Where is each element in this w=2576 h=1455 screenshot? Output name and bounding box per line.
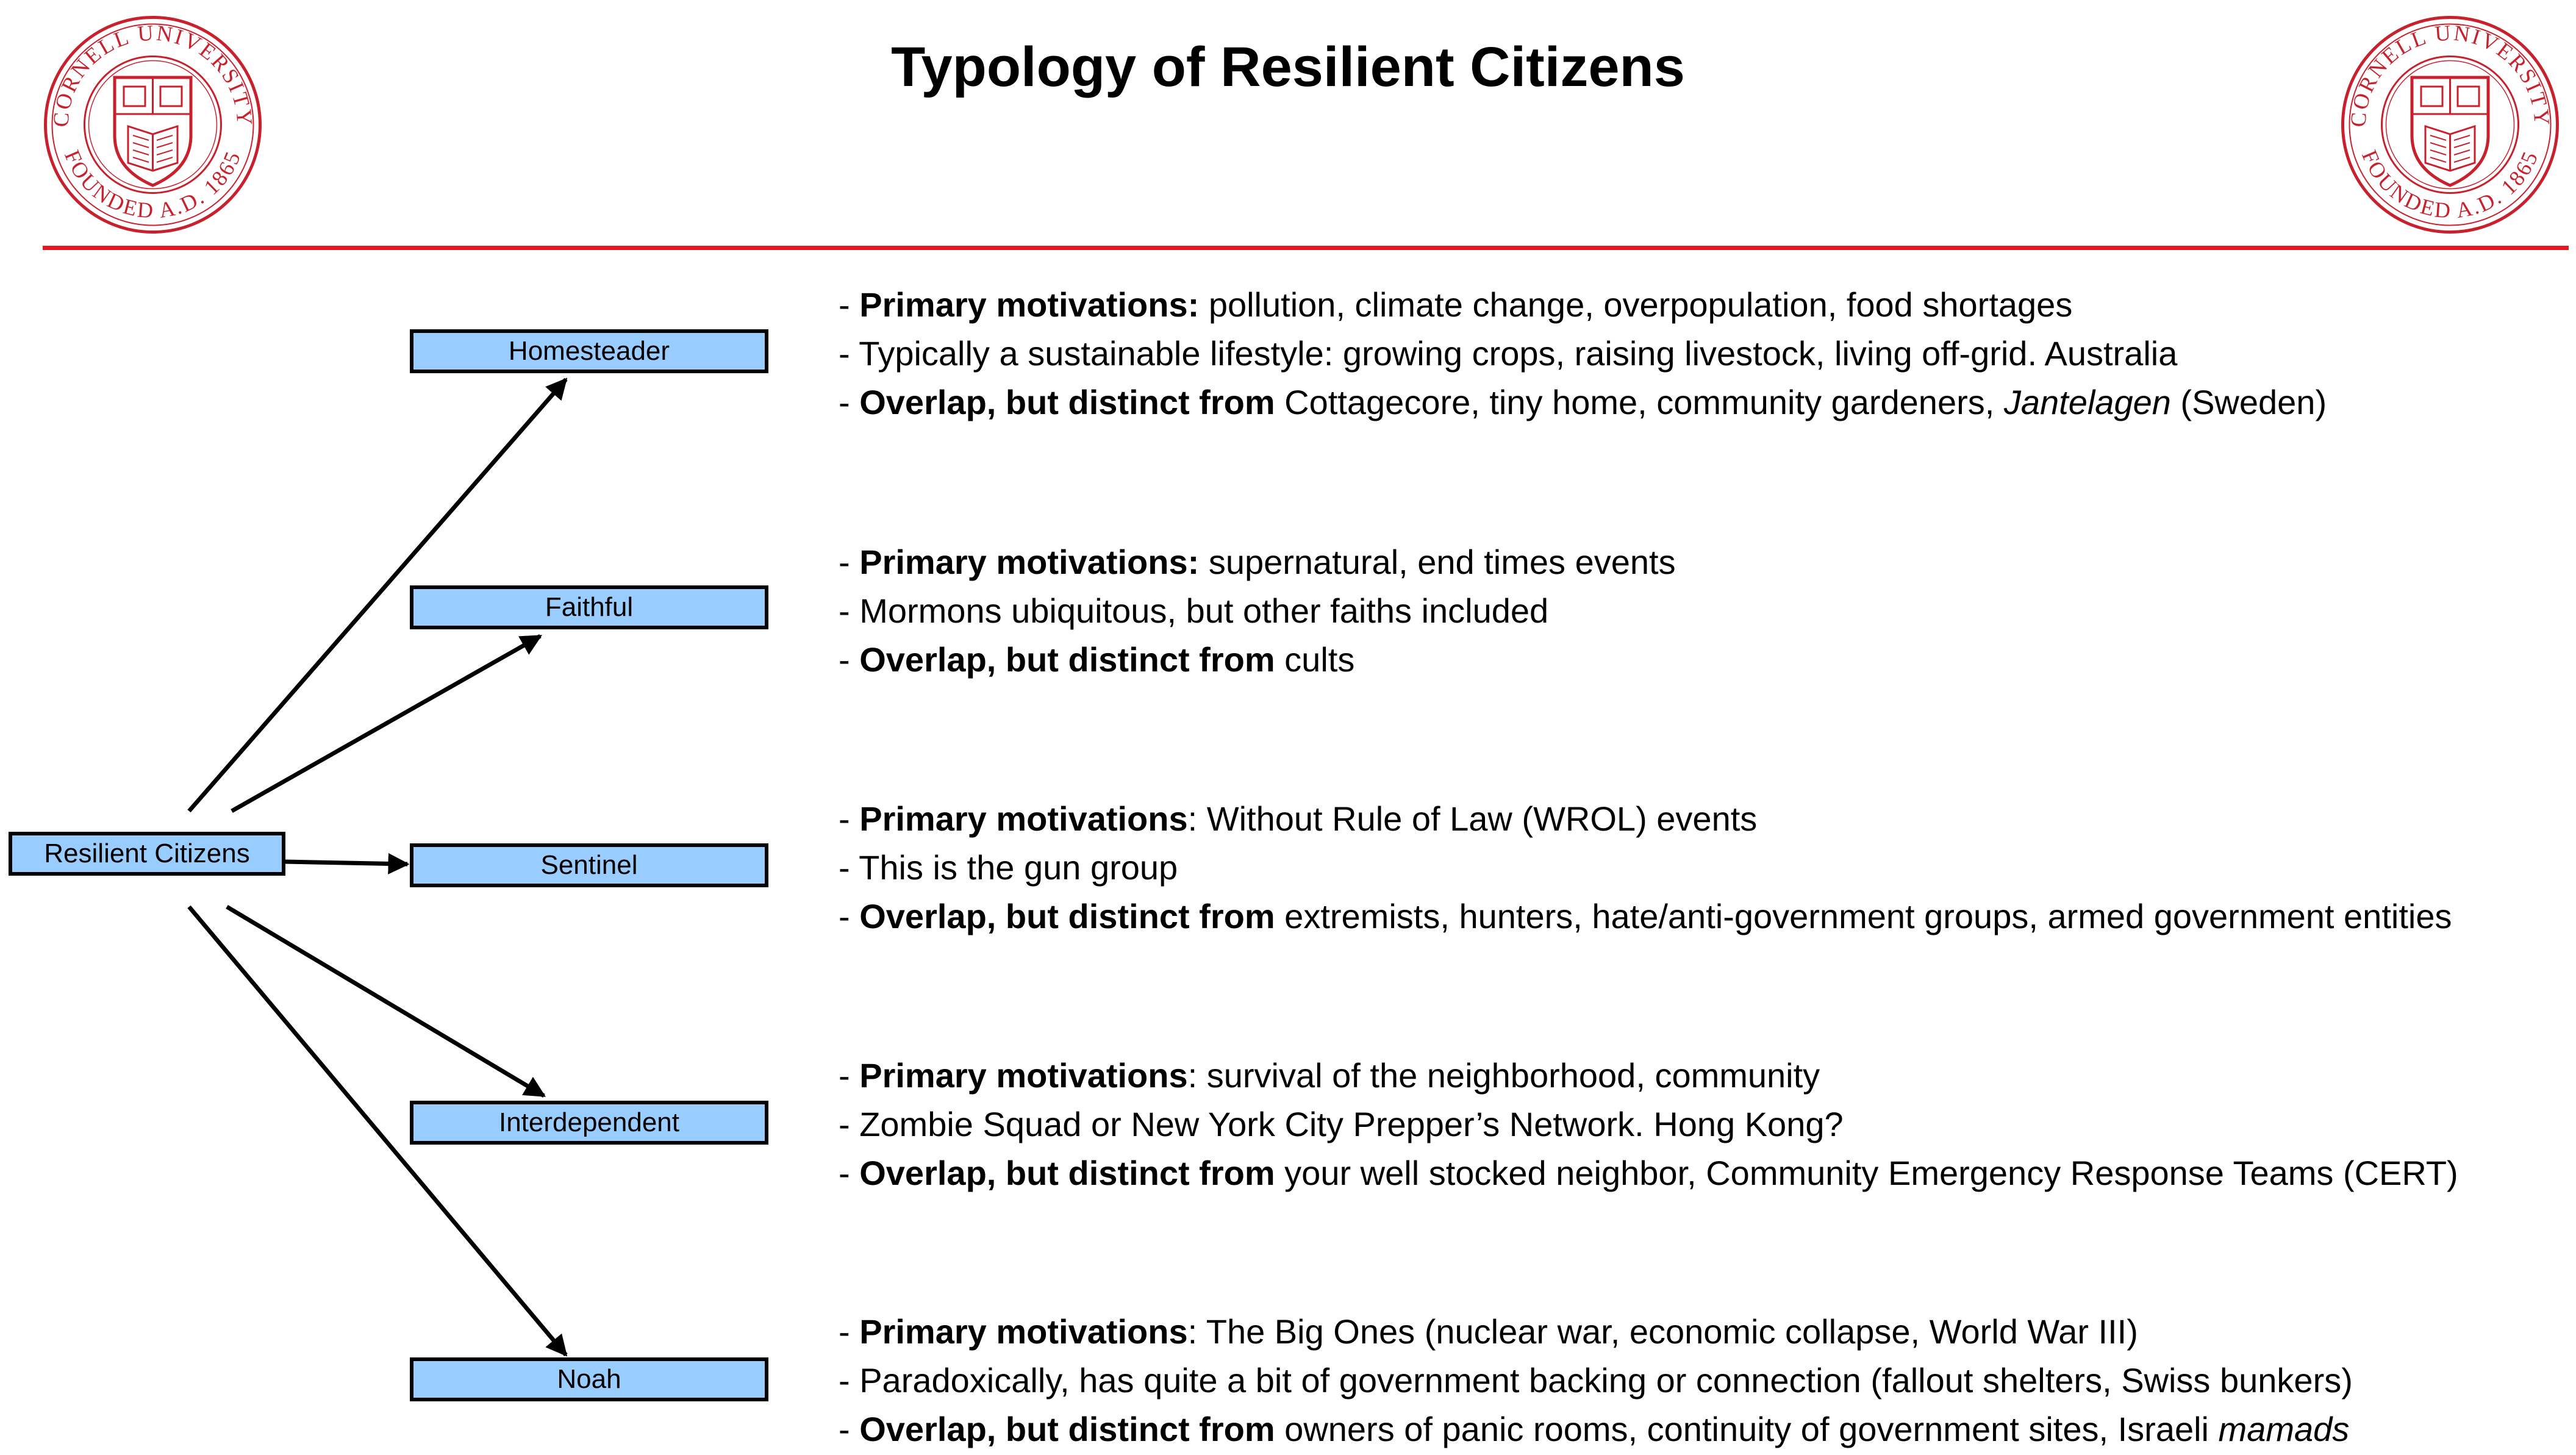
text-run: : Without Rule of Law (WROL) events [1187,799,1758,838]
node-interdependent-label: Interdependent [498,1107,680,1137]
svg-text:CORNELL UNIVERSITY: CORNELL UNIVERSITY [48,20,257,128]
description-line [839,1051,2458,1100]
text-run: Primary motivations [859,1056,1188,1095]
text-run: : survival of the neighborhood, community [1187,1056,1820,1095]
arrow-to-interdependent [227,907,544,1096]
text-run: Overlap, but distinct from [859,1410,1275,1448]
description-line [839,1405,2353,1454]
text-run: Overlap, but distinct from [859,383,1275,421]
node-faithful [410,585,768,629]
text-run: Primary motivations: [859,285,1200,324]
text-run: Overlap, but distinct from [859,1154,1275,1192]
description-line [839,1100,2458,1149]
node-sentinel [410,843,768,887]
description-sentinel [839,795,2452,941]
text-run: - [839,799,860,838]
text-run: - [839,897,860,935]
node-interdependent [410,1101,768,1145]
text-run: Overlap, but distinct from [859,640,1275,679]
description-line [839,587,1676,635]
text-run: - [839,1312,860,1351]
text-run: : The Big Ones (nuclear war, economic collapse, World War III) [1187,1312,2138,1351]
arrow-to-faithful [232,636,540,811]
arrow-to-sentinel [284,862,407,864]
node-resilient-citizens-label: Resilient Citizens [44,838,250,868]
description-faithful [839,538,1676,684]
text-run: pollution, climate change, overpopulation, food shortages [1199,285,2073,324]
page-title: Typology of Resilient Citizens [891,36,1685,98]
description-line [839,892,2452,941]
text-run: supernatural, end times events [1199,543,1676,581]
text-run: - [839,285,860,324]
text-run: - [839,640,860,679]
text-run: Cottagecore, tiny home, community gardeners, [1275,383,2004,421]
description-line [839,843,2452,892]
node-resilient-citizens [9,832,285,876]
text-run: - Zombie Squad or New York City Prepper’s Network. Hong Kong? [839,1105,1844,1143]
svg-text:FOUNDED A.D. 1865: FOUNDED A.D. 1865 [2356,146,2543,223]
text-run: Primary motivations: [859,543,1200,581]
text-run: owners of panic rooms, continuity of government sites, Israeli [1275,1410,2219,1448]
text-run: mamads [2218,1410,2350,1448]
description-line [839,281,2327,329]
description-line [839,1149,2458,1198]
node-noah [410,1357,768,1401]
node-noah-label: Noah [557,1364,621,1394]
svg-text:FOUNDED A.D. 1865: FOUNDED A.D. 1865 [59,146,246,223]
description-line [839,635,1676,684]
description-line [839,378,2327,427]
description-line [839,1307,2353,1356]
description-line [839,795,2452,843]
text-run: - [839,383,860,421]
description-line [839,1356,2353,1405]
text-run: (Sweden) [2170,383,2327,421]
description-line [839,538,1676,587]
description-interdependent [839,1051,2458,1198]
text-run: Primary motivations [859,1312,1188,1351]
node-homesteader [410,329,768,373]
text-run: - [839,1056,860,1095]
text-run: cults [1275,640,1355,679]
description-line [839,329,2327,378]
text-run: - [839,1410,860,1448]
text-run: Primary motivations [859,799,1188,838]
text-run: - Paradoxically, has quite a bit of government backing or connection (fallout shelters, Swiss bunkers) [839,1361,2353,1400]
description-noah [839,1307,2353,1454]
text-run: - [839,1154,860,1192]
node-sentinel-label: Sentinel [540,850,638,880]
text-run: - Mormons ubiquitous, but other faiths included [839,592,1549,630]
node-homesteader-label: Homesteader [508,336,670,366]
text-run: your well stocked neighbor, Community Emergency Response Teams (CERT) [1275,1154,2458,1192]
text-run: - Typically a sustainable lifestyle: growing crops, raising livestock, living off-grid. Australia [839,334,2178,373]
text-run: Jantelagen [2003,383,2171,421]
text-run: Overlap, but distinct from [859,897,1275,935]
text-run: - This is the gun group [839,848,1178,887]
text-run: - [839,543,860,581]
description-homesteader [839,281,2327,427]
node-faithful-label: Faithful [545,592,634,622]
text-run: extremists, hunters, hate/anti-government groups, armed government entities [1275,897,2452,935]
svg-text:CORNELL UNIVERSITY: CORNELL UNIVERSITY [2345,20,2555,128]
